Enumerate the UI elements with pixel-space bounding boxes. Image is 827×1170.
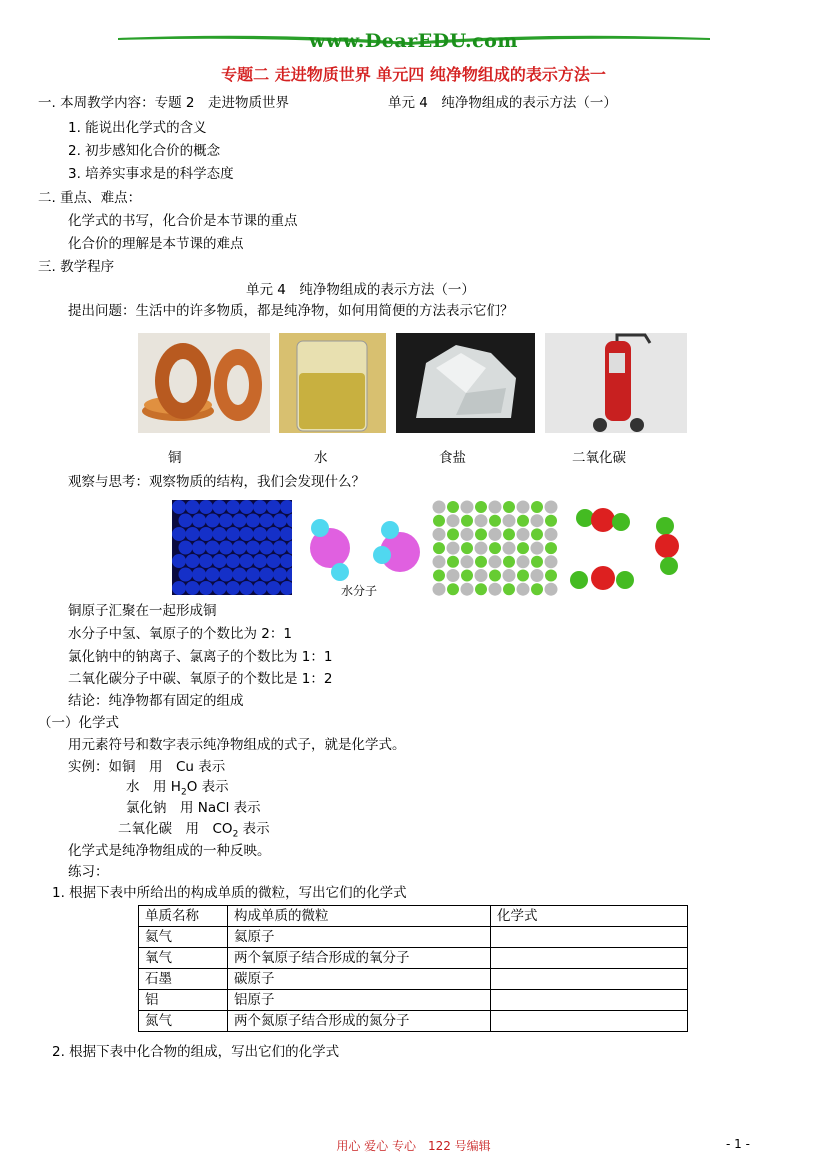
- objective-2: 2. 初步感知化合价的概念: [68, 143, 221, 159]
- chloride-ion: [517, 515, 529, 527]
- section3-label: 三. 教学程序: [38, 259, 115, 275]
- cell-particle: 碳原子: [228, 969, 491, 990]
- copper-atom: [179, 541, 193, 555]
- cell-formula[interactable]: [491, 990, 688, 1011]
- practice-label: 练习：: [68, 864, 109, 880]
- caption-copper: 铜: [168, 450, 182, 466]
- sodium-ion: [489, 583, 502, 596]
- copper-atom: [233, 541, 247, 555]
- cell-particle: 两个氮原子结合形成的氮分子: [228, 1011, 491, 1032]
- copper-atom: [186, 527, 200, 541]
- question-text: 提出问题：生活中的许多物质，都是纯净物，如何用简便的方法表示它们？: [68, 303, 514, 319]
- copper-atom: [213, 527, 227, 541]
- chloride-ion: [545, 542, 557, 554]
- copper-atom: [179, 514, 193, 528]
- sodium-ion: [517, 501, 530, 514]
- sodium-ion: [433, 501, 446, 514]
- sodium-ion: [531, 569, 544, 582]
- chloride-ion: [531, 583, 543, 595]
- sodium-ion: [517, 528, 530, 541]
- sodium-ion: [461, 501, 474, 514]
- chloride-ion: [461, 542, 473, 554]
- copper-atom: [267, 527, 281, 541]
- cell-name: 氦气: [139, 927, 228, 948]
- finding-1: 铜原子汇聚在一起形成铜: [68, 603, 217, 619]
- sodium-ion: [503, 542, 516, 555]
- question-2: 2. 根据下表中化合物的组成，写出它们的化学式: [52, 1044, 340, 1060]
- section2-label: 二. 重点、难点：: [38, 190, 142, 206]
- chloride-ion: [517, 570, 529, 582]
- sodium-ion: [461, 528, 474, 541]
- salt-photo: [396, 333, 535, 433]
- objective-3: 3. 培养实事求是的科学态度: [68, 166, 234, 182]
- difficult-point: 化合价的理解是本节课的难点: [68, 236, 244, 252]
- table-row: [139, 990, 688, 1011]
- copper-atom: [246, 568, 260, 582]
- chloride-ion: [447, 528, 459, 540]
- sodium-ion: [503, 514, 516, 527]
- chloride-ion: [517, 542, 529, 554]
- chloride-ion: [475, 501, 487, 513]
- sodium-ion: [545, 501, 558, 514]
- copper-atom: [226, 581, 240, 595]
- copper-atom: [192, 514, 206, 528]
- copper-atom: [213, 554, 227, 568]
- header-name: 单质名称: [139, 906, 228, 927]
- sodium-ion: [447, 569, 460, 582]
- copper-atom: [199, 554, 213, 568]
- formula-reflection: 化学式是纯净物组成的一种反映。: [68, 843, 271, 859]
- page-number: - 1 -: [726, 1137, 750, 1151]
- formula-heading: （一）化学式: [38, 715, 119, 731]
- example-water: 水 用 $H_2O$ 表示: [126, 779, 229, 798]
- water-molecule-label: 水分子: [341, 584, 378, 598]
- page-title: 专题二 走进物质世界 单元四 纯净物组成的表示方法一: [221, 65, 606, 84]
- copper-atom: [186, 554, 200, 568]
- objective-1: 1. 能说出化学式的含义: [68, 120, 207, 136]
- copper-atom: [267, 500, 281, 514]
- copper-atom: [179, 568, 193, 582]
- caption-co2: 二氧化碳: [572, 450, 626, 466]
- sodium-ion: [531, 514, 544, 527]
- copper-atom: [219, 568, 233, 582]
- chloride-ion: [447, 556, 459, 568]
- sodium-ion: [475, 542, 488, 555]
- copper-atom: [186, 500, 200, 514]
- sodium-ion: [503, 569, 516, 582]
- cell-name: 氧气: [139, 948, 228, 969]
- chloride-ion: [503, 501, 515, 513]
- observe-text: 观察与思考：观察物质的结构，我们会发现什么？: [68, 474, 365, 490]
- chloride-ion: [461, 515, 473, 527]
- copper-atom: [260, 514, 274, 528]
- chloride-ion: [433, 515, 445, 527]
- copper-atom: [240, 527, 254, 541]
- copper-atom: [172, 554, 186, 568]
- conclusion: 结论：纯净物都有固定的组成: [68, 693, 244, 709]
- cell-formula[interactable]: [491, 969, 688, 990]
- key-point: 化学式的书写，化合价是本节课的重点: [68, 213, 298, 229]
- copper-atom: [199, 581, 213, 595]
- chloride-ion: [531, 501, 543, 513]
- copper-atom: [273, 568, 287, 582]
- copper-atom: [226, 554, 240, 568]
- copper-atom: [246, 514, 260, 528]
- example-nacl: 氯化钠 用 NaCl 表示: [126, 800, 261, 816]
- caption-salt: 食盐: [439, 450, 466, 466]
- chloride-ion: [433, 542, 445, 554]
- copper-atom: [253, 581, 267, 595]
- copper-atom: [199, 500, 213, 514]
- sodium-ion: [447, 542, 460, 555]
- copper-atom: [246, 541, 260, 555]
- copper-atom: [213, 581, 227, 595]
- chloride-ion: [503, 556, 515, 568]
- copper-atom: [226, 500, 240, 514]
- water-photo: [279, 333, 386, 433]
- header-formula: 化学式: [491, 906, 688, 927]
- example-co2: 二氧化碳 用 $CO_2$ 表示: [118, 821, 270, 840]
- copper-atom: [273, 541, 287, 555]
- caption-water: 水: [314, 450, 328, 466]
- copper-atom: [213, 500, 227, 514]
- sodium-ion: [531, 542, 544, 555]
- copper-atom: [206, 541, 220, 555]
- copper-atom: [219, 514, 233, 528]
- cell-name: 氮气: [139, 1011, 228, 1032]
- sodium-ion: [489, 555, 502, 568]
- copper-atom: [253, 527, 267, 541]
- sodium-ion: [433, 528, 446, 541]
- copper-atom: [172, 527, 186, 541]
- cell-formula[interactable]: [491, 927, 688, 948]
- copper-atom: [267, 581, 281, 595]
- copper-lattice-diagram: [172, 500, 292, 595]
- header-particle: 构成单质的微粒: [228, 906, 491, 927]
- cell-name: 石墨: [139, 969, 228, 990]
- formula-definition: 用元素符号和数字表示纯净物组成的式子，就是化学式。: [68, 737, 406, 753]
- co2-extinguisher-photo: [545, 333, 687, 433]
- chloride-ion: [531, 528, 543, 540]
- table-row: [139, 927, 688, 948]
- sodium-ion: [433, 555, 446, 568]
- copper-atom: [206, 514, 220, 528]
- copper-atom: [240, 581, 254, 595]
- copper-atom: [240, 554, 254, 568]
- chloride-ion: [503, 528, 515, 540]
- copper-atom: [233, 514, 247, 528]
- copper-atom: [172, 500, 186, 514]
- chloride-ion: [489, 570, 501, 582]
- finding-4: 二氧化碳分子中碳、氧原子的个数比是 1：2: [68, 671, 333, 687]
- chloride-ion: [475, 528, 487, 540]
- chloride-ion: [461, 570, 473, 582]
- unit-heading: 单元 4 纯净物组成的表示方法（一）: [246, 282, 475, 298]
- section1-label-right: 单元 4 纯净物组成的表示方法（一）: [388, 95, 617, 111]
- copper-atom: [240, 500, 254, 514]
- cell-particle: 氦原子: [228, 927, 491, 948]
- copper-atom: [186, 581, 200, 595]
- site-logo[interactable]: www.DearEDU.com: [309, 30, 518, 52]
- sodium-ion: [489, 501, 502, 514]
- chloride-ion: [447, 501, 459, 513]
- copper-atom: [253, 500, 267, 514]
- chloride-ion: [503, 583, 515, 595]
- copper-photo: [138, 333, 270, 433]
- chloride-ion: [475, 556, 487, 568]
- sodium-ion: [461, 555, 474, 568]
- copper-atom: [233, 568, 247, 582]
- footer-text: 用心 爱心 专心 122 号编辑: [336, 1139, 491, 1153]
- sodium-ion: [517, 555, 530, 568]
- copper-atom: [253, 554, 267, 568]
- cell-formula[interactable]: [491, 948, 688, 969]
- copper-atom: [260, 568, 274, 582]
- elements-table: [138, 905, 688, 1032]
- sodium-ion: [447, 514, 460, 527]
- finding-2: 水分子中氢、氧原子的个数比为 2：1: [68, 626, 292, 642]
- copper-atom: [260, 541, 274, 555]
- table-header-row: [139, 906, 688, 927]
- chloride-ion: [475, 583, 487, 595]
- table-row: [139, 1011, 688, 1032]
- cell-formula[interactable]: [491, 1011, 688, 1032]
- co2-molecules-diagram: [565, 498, 690, 598]
- copper-atom: [206, 568, 220, 582]
- finding-3: 氯化钠中的钠离子、氯离子的个数比为 1：1: [68, 649, 333, 665]
- table-row: [139, 969, 688, 990]
- chloride-ion: [447, 583, 459, 595]
- sodium-ion: [489, 528, 502, 541]
- copper-atom: [226, 527, 240, 541]
- sodium-ion: [545, 528, 558, 541]
- copper-atom: [267, 554, 281, 568]
- table-row: [139, 948, 688, 969]
- example-copper: 实例：如铜 用 Cu 表示: [68, 759, 226, 775]
- sodium-ion: [517, 583, 530, 596]
- cell-particle: 两个氧原子结合形成的氧分子: [228, 948, 491, 969]
- sodium-ion: [475, 569, 488, 582]
- sodium-ion: [545, 555, 558, 568]
- chloride-ion: [489, 515, 501, 527]
- copper-atom: [273, 514, 287, 528]
- copper-atom: [172, 581, 186, 595]
- chloride-ion: [545, 515, 557, 527]
- copper-atom: [192, 568, 206, 582]
- cell-particle: 铝原子: [228, 990, 491, 1011]
- question-1: 1. 根据下表中所给出的构成单质的微粒，写出它们的化学式: [52, 885, 407, 901]
- sodium-ion: [461, 583, 474, 596]
- nacl-lattice-diagram: [432, 500, 558, 596]
- copper-atom: [219, 541, 233, 555]
- sodium-ion: [545, 583, 558, 596]
- chloride-ion: [531, 556, 543, 568]
- chloride-ion: [433, 570, 445, 582]
- section1-label: 一. 本周教学内容：专题 2 走进物质世界: [38, 95, 289, 111]
- copper-atom: [192, 541, 206, 555]
- copper-atom: [199, 527, 213, 541]
- sodium-ion: [475, 514, 488, 527]
- cell-name: 铝: [139, 990, 228, 1011]
- sodium-ion: [433, 583, 446, 596]
- chloride-ion: [489, 542, 501, 554]
- chloride-ion: [545, 570, 557, 582]
